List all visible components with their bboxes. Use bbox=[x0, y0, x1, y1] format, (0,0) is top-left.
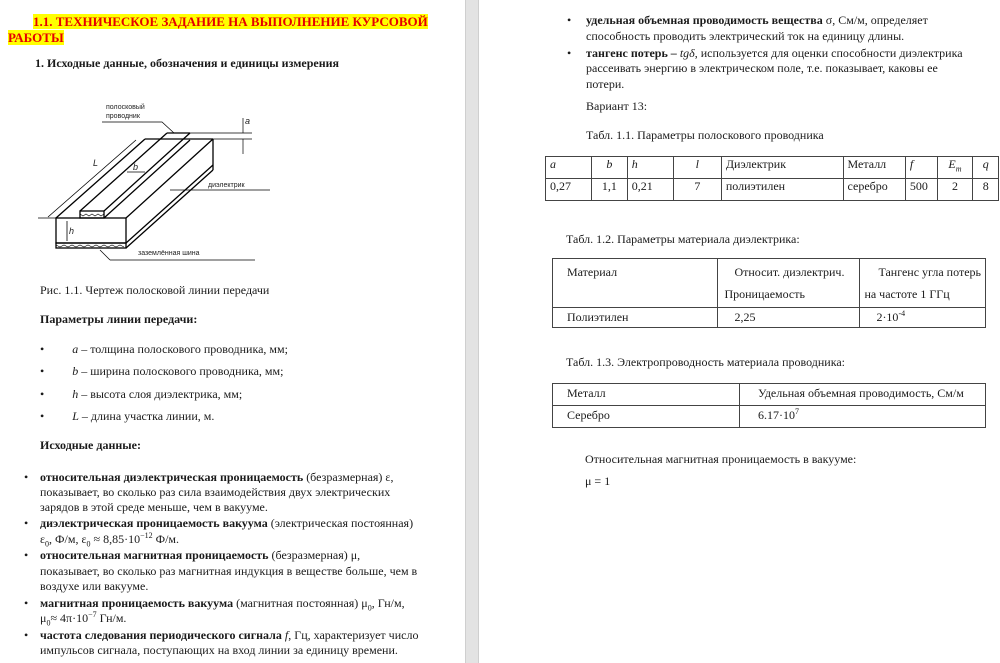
source-item-3-line3: воздухе или вакууме. bbox=[40, 579, 149, 593]
sub: 0 bbox=[86, 539, 91, 549]
table-row bbox=[553, 308, 986, 328]
text: Ф/м. bbox=[152, 532, 180, 546]
list-item: • bbox=[24, 628, 29, 642]
mu: μ bbox=[40, 611, 47, 625]
label-dielectric: диэлектрик bbox=[208, 182, 245, 189]
table-cell: серебро bbox=[843, 179, 905, 201]
mu-value: μ = 1 bbox=[585, 474, 611, 488]
exponent: -4 bbox=[898, 309, 906, 318]
list-item: • h – высота слоя диэлектрика, мм; bbox=[40, 387, 243, 401]
text: σ, См/м, определяет bbox=[822, 13, 928, 27]
sub: 0 bbox=[45, 539, 50, 549]
table-header-row bbox=[546, 157, 999, 179]
text: (безразмерная) μ, bbox=[268, 548, 361, 562]
header-line-2: на частоте 1 ГГц bbox=[864, 287, 950, 301]
sub: m bbox=[955, 164, 962, 174]
table-cell: 500 bbox=[905, 179, 937, 201]
value: 2·10 bbox=[876, 310, 899, 324]
table-cell: a bbox=[546, 157, 592, 179]
table-cell bbox=[860, 259, 986, 308]
list-item: • b – ширина полоскового проводника, мм; bbox=[40, 364, 284, 378]
strip-conductor-front bbox=[80, 211, 104, 218]
list-item: • bbox=[567, 13, 572, 27]
item-loss-tangent-line1 bbox=[586, 46, 963, 61]
term: магнитная проницаемость вакуума bbox=[40, 596, 234, 610]
mu-label: Относительная магнитная проницаемость в вакууме: bbox=[585, 452, 857, 466]
header-line-1: Тангенс угла потерь bbox=[878, 265, 981, 279]
table-cell: Металл bbox=[843, 157, 905, 179]
source-item-5-line1 bbox=[40, 628, 418, 643]
table-cell: 8 bbox=[973, 179, 999, 201]
source-item-4-line1 bbox=[40, 596, 405, 611]
table3-caption: Табл. 1.3. Электропроводность материала проводника: bbox=[566, 355, 846, 369]
param-text: – длина участка линии, м. bbox=[78, 409, 215, 423]
dim-L-label: L bbox=[93, 158, 99, 168]
dim-b-label: b bbox=[133, 162, 139, 172]
table-cell: Полиэтилен bbox=[553, 308, 718, 328]
table-conductor-material bbox=[552, 383, 986, 428]
ground-plate-front bbox=[56, 243, 126, 248]
text: , Гц, характеризует число bbox=[288, 628, 419, 642]
list-item: • bbox=[24, 516, 29, 530]
label-strip-conductor-1: полосковый bbox=[106, 104, 145, 111]
section-heading: 1. Исходные данные, обозначения и единицы измерения bbox=[35, 56, 340, 70]
table-cell: Материал bbox=[553, 259, 718, 308]
list-item: • bbox=[24, 548, 29, 562]
term: относительная диэлектрическая проницаемость bbox=[40, 470, 304, 484]
table-cell: l bbox=[673, 157, 721, 179]
document-page-left bbox=[0, 0, 465, 663]
text: , используется для оценки способности диэлектрика bbox=[694, 46, 963, 60]
source-item-4-line2 bbox=[40, 611, 126, 626]
dim-h-label: h bbox=[69, 226, 75, 236]
text: (безразмерная) ε, bbox=[303, 470, 394, 484]
text: ≈ 4π·10 bbox=[50, 611, 89, 625]
list-item: • L – длина участка линии, м. bbox=[40, 409, 215, 423]
header-line-2: Проницаемость bbox=[724, 287, 805, 301]
table-header-row bbox=[553, 384, 986, 406]
exponent: 7 bbox=[795, 407, 799, 416]
figure-caption: Рис. 1.1. Чертеж полосковой линии передачи bbox=[40, 283, 270, 297]
source-item-3-line1 bbox=[40, 548, 360, 563]
list-item: • bbox=[567, 46, 572, 60]
label-ground-plane: заземлённая шина bbox=[138, 250, 200, 257]
table-cell: q bbox=[973, 157, 999, 179]
table-cell: 2,25 bbox=[718, 308, 860, 328]
title-line-2-wrap bbox=[8, 29, 64, 47]
value: 6.17·10 bbox=[758, 408, 795, 422]
param-text: – ширина полоскового проводника, мм; bbox=[78, 364, 284, 378]
title-line-1: 1.1. ТЕХНИЧЕСКОЕ ЗАДАНИЕ НА ВЫПОЛНЕНИЕ КУРСОВОЙ bbox=[33, 14, 428, 29]
table-cell: Серебро bbox=[553, 406, 740, 428]
source-item-3-line2: показывает, во сколько раз магнитная индукция в веществе больше, чем в bbox=[40, 564, 418, 578]
param-text: – толщина полоскового проводника, мм; bbox=[78, 342, 288, 356]
source-data-heading: Исходные данные: bbox=[40, 438, 141, 452]
text: , Гн/м, bbox=[371, 596, 405, 610]
table-cell: 1,1 bbox=[592, 179, 628, 201]
table-cell: полиэтилен bbox=[721, 179, 843, 201]
text: Гн/м. bbox=[96, 611, 127, 625]
table-header-row bbox=[553, 259, 986, 308]
table-cell: b bbox=[592, 157, 628, 179]
table-strip-parameters bbox=[545, 156, 999, 201]
param-symbol: L bbox=[72, 409, 79, 423]
term: диэлектрическая проницаемость вакуума bbox=[40, 516, 268, 530]
dim-a-label: a bbox=[245, 116, 251, 126]
variant-label: Вариант 13: bbox=[586, 99, 648, 113]
symbol: f bbox=[281, 628, 289, 642]
text: (электрическая постоянная) bbox=[267, 516, 414, 530]
table2-caption: Табл. 1.2. Параметры материала диэлектрика: bbox=[566, 232, 800, 246]
text: (магнитная постоянная) μ bbox=[233, 596, 368, 610]
dielectric-front-face bbox=[56, 218, 126, 243]
sub: 0 bbox=[46, 618, 51, 628]
table-cell: f bbox=[905, 157, 937, 179]
symbol: tgδ bbox=[676, 46, 695, 60]
item-conductivity-line2: способность проводить электрический ток на единицу длины. bbox=[586, 29, 905, 43]
table-cell bbox=[860, 308, 986, 328]
table-cell: h bbox=[627, 157, 673, 179]
source-item-2-line2 bbox=[40, 532, 179, 547]
label-strip-conductor-2: проводник bbox=[106, 113, 140, 120]
title-line-2: РАБОТЫ bbox=[8, 30, 64, 45]
term: тангенс потерь – bbox=[586, 46, 677, 60]
table-cell: 7 bbox=[673, 179, 721, 201]
exponent: −7 bbox=[88, 610, 97, 619]
item-loss-tangent-line2: рассеивать энергию в электрическом поле, т.е. показывает, каковы ее bbox=[586, 61, 938, 75]
source-item-1-line1 bbox=[40, 470, 393, 485]
item-loss-tangent-line3: потери. bbox=[586, 77, 625, 91]
exponent: −12 bbox=[140, 531, 153, 540]
document-title bbox=[33, 13, 428, 31]
stripline-drawing bbox=[30, 90, 290, 270]
table-cell: Металл bbox=[553, 384, 740, 406]
table-cell bbox=[740, 406, 986, 428]
table-dielectric-material bbox=[552, 258, 986, 328]
text: , Ф/м, ε bbox=[49, 532, 87, 546]
source-item-1-line3: зарядов в этой среде меньше, чем в вакууме. bbox=[40, 500, 268, 514]
term: частота следования периодического сигнала bbox=[40, 628, 282, 642]
term: удельная объемная проводимость вещества bbox=[586, 13, 823, 27]
document-page-right bbox=[479, 0, 1000, 663]
em-symbol: E bbox=[948, 157, 956, 171]
header-line-1: Относит. диэлектрич. bbox=[734, 265, 845, 279]
param-symbol: a bbox=[72, 342, 79, 356]
term: относительная магнитная проницаемость bbox=[40, 548, 269, 562]
table-cell: 0,21 bbox=[627, 179, 673, 201]
page-gutter bbox=[465, 0, 479, 663]
params-heading: Параметры линии передачи: bbox=[40, 312, 198, 326]
param-symbol: h bbox=[72, 387, 79, 401]
source-item-1-line2: показывает, во сколько раз сила взаимодействия двух электрических bbox=[40, 485, 391, 499]
param-symbol: b bbox=[72, 364, 79, 378]
table-cell: Диэлектрик bbox=[721, 157, 843, 179]
table-cell: Удельная объемная проводимость, См/м bbox=[740, 384, 986, 406]
eps: ε bbox=[40, 532, 46, 546]
table-cell bbox=[937, 157, 973, 179]
table-cell: 0,27 bbox=[546, 179, 592, 201]
table-row bbox=[553, 406, 986, 428]
text: ≈ 8,85·10 bbox=[90, 532, 141, 546]
table1-caption: Табл. 1.1. Параметры полоскового проводника bbox=[586, 128, 824, 142]
item-conductivity-line1 bbox=[586, 13, 928, 28]
source-item-2-line1 bbox=[40, 516, 413, 531]
list-item: • относительная диэлектрическая проницаемость bbox=[24, 470, 304, 484]
source-item-5-line2: импульсов сигнала, поступающих на вход линии за единицу времени. bbox=[40, 643, 398, 657]
table-cell: 2 bbox=[937, 179, 973, 201]
table-row bbox=[546, 179, 999, 201]
list-item: • bbox=[24, 596, 29, 610]
sub: 0 bbox=[367, 603, 372, 613]
param-text: – высота слоя диэлектрика, мм; bbox=[78, 387, 243, 401]
table-cell bbox=[718, 259, 860, 308]
list-item: • a – толщина полоскового проводника, мм; bbox=[40, 342, 288, 356]
